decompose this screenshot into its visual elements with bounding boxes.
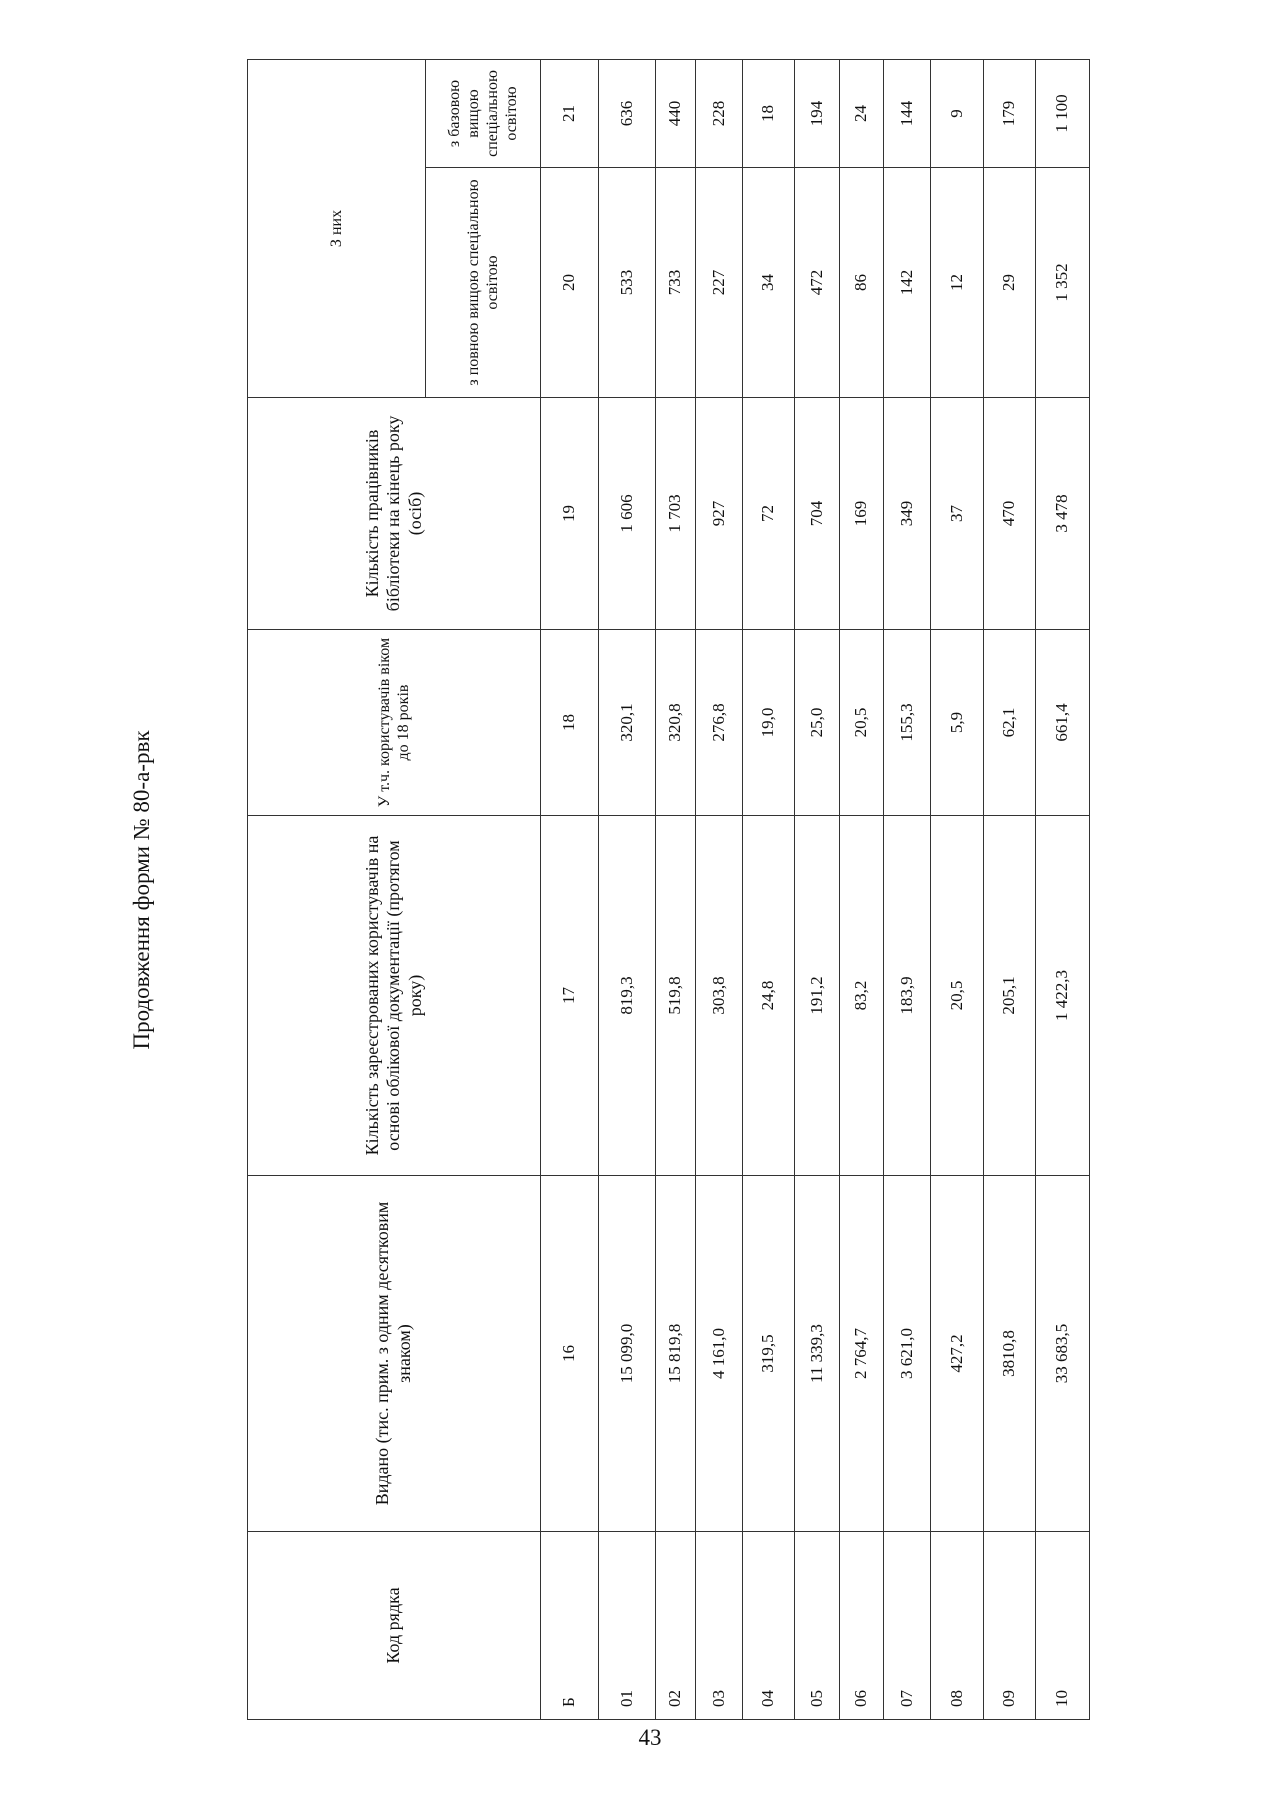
row-code-cell: 08: [931, 1532, 984, 1720]
issued-cell: 33 683,5: [1036, 1176, 1090, 1532]
under18-cell: 25,0: [795, 630, 840, 816]
full-higher-cell: 12: [931, 168, 984, 398]
column-number-cell: Б: [541, 1532, 599, 1720]
column-number-cell: 18: [541, 630, 599, 816]
users-cell: 20,5: [931, 816, 984, 1176]
full-higher-cell: 29: [984, 168, 1036, 398]
header-staff: Кількість працівників бібліотеки на кінець року (осіб): [248, 398, 541, 630]
staff-cell: 349: [884, 398, 931, 630]
row-code-cell: 01: [599, 1532, 656, 1720]
users-cell: 24,8: [743, 816, 795, 1176]
issued-cell: 2 764,7: [840, 1176, 884, 1532]
issued-cell: 4 161,0: [696, 1176, 743, 1532]
statistics-table: [247, 59, 1090, 1720]
basic-higher-cell: 194: [795, 59, 840, 167]
column-number-cell: 20: [541, 168, 599, 398]
issued-cell: 3810,8: [984, 1176, 1036, 1532]
row-code-cell: 03: [696, 1532, 743, 1720]
header-users-under18: У т.ч. користувачів віком до 18 років: [248, 630, 541, 816]
basic-higher-cell: 179: [984, 59, 1036, 167]
issued-cell: 15 099,0: [599, 1176, 656, 1532]
header-code: Код рядка: [248, 1532, 541, 1720]
users-cell: 205,1: [984, 816, 1036, 1176]
staff-cell: 37: [931, 398, 984, 630]
under18-cell: 5,9: [931, 630, 984, 816]
users-cell: 519,8: [656, 816, 696, 1176]
table-row: [743, 59, 795, 1719]
staff-cell: 3 478: [1036, 398, 1090, 630]
table-row: [696, 59, 743, 1719]
under18-cell: 320,8: [656, 630, 696, 816]
table-row: [599, 59, 656, 1719]
header-row: [248, 59, 426, 1719]
basic-higher-cell: 636: [599, 59, 656, 167]
page-title: Продовження форми № 80-а-рвк: [129, 730, 154, 1050]
under18-cell: 62,1: [984, 630, 1036, 816]
basic-higher-cell: 440: [656, 59, 696, 167]
staff-cell: 1 606: [599, 398, 656, 630]
full-higher-cell: 733: [656, 168, 696, 398]
under18-cell: 155,3: [884, 630, 931, 816]
column-number-cell: 16: [541, 1176, 599, 1532]
table-row: [840, 59, 884, 1719]
under18-cell: 20,5: [840, 630, 884, 816]
users-cell: 83,2: [840, 816, 884, 1176]
row-code-cell: 10: [1036, 1532, 1090, 1720]
row-code-cell: 05: [795, 1532, 840, 1720]
staff-cell: 927: [696, 398, 743, 630]
basic-higher-cell: 144: [884, 59, 931, 167]
issued-cell: 319,5: [743, 1176, 795, 1532]
row-code-cell: 04: [743, 1532, 795, 1720]
column-number-cell: 21: [541, 59, 599, 167]
staff-cell: 169: [840, 398, 884, 630]
row-code-cell: 07: [884, 1532, 931, 1720]
row-code-cell: 06: [840, 1532, 884, 1720]
staff-cell: 470: [984, 398, 1036, 630]
full-higher-cell: 86: [840, 168, 884, 398]
header-full-higher: з повною вищою спеціальною освітою: [426, 168, 541, 398]
table-row: [884, 59, 931, 1719]
users-cell: 1 422,3: [1036, 816, 1090, 1176]
staff-cell: 1 703: [656, 398, 696, 630]
users-cell: 303,8: [696, 816, 743, 1176]
staff-cell: 704: [795, 398, 840, 630]
column-number-cell: 17: [541, 816, 599, 1176]
rotated-page-content: [129, 60, 1072, 1720]
table-row: [1036, 59, 1090, 1719]
table-row: [656, 59, 696, 1719]
under18-cell: 320,1: [599, 630, 656, 816]
full-higher-cell: 34: [743, 168, 795, 398]
users-cell: 183,9: [884, 816, 931, 1176]
full-higher-cell: 472: [795, 168, 840, 398]
basic-higher-cell: 9: [931, 59, 984, 167]
row-code-cell: 02: [656, 1532, 696, 1720]
table-row: [984, 59, 1036, 1719]
table-row: [795, 59, 840, 1719]
under18-cell: 661,4: [1036, 630, 1090, 816]
basic-higher-cell: 228: [696, 59, 743, 167]
row-code-cell: 09: [984, 1532, 1036, 1720]
table-row: [931, 59, 984, 1719]
page-number: 43: [638, 1725, 662, 1750]
basic-higher-cell: 24: [840, 59, 884, 167]
issued-cell: 11 339,3: [795, 1176, 840, 1532]
users-cell: 191,2: [795, 816, 840, 1176]
under18-cell: 276,8: [696, 630, 743, 816]
column-number-row: [541, 59, 599, 1719]
staff-cell: 72: [743, 398, 795, 630]
issued-cell: 3 621,0: [884, 1176, 931, 1532]
basic-higher-cell: 18: [743, 59, 795, 167]
full-higher-cell: 142: [884, 168, 931, 398]
header-users: Кількість зареєстрованих користувачів на основі облікової документації (протягом року): [248, 816, 541, 1176]
header-basic-higher: з базовою вищою спеціальною освітою: [426, 59, 541, 167]
full-higher-cell: 1 352: [1036, 168, 1090, 398]
under18-cell: 19,0: [743, 630, 795, 816]
full-higher-cell: 227: [696, 168, 743, 398]
full-higher-cell: 533: [599, 168, 656, 398]
header-issued: Видано (тис. прим. з одним десятковим знаком): [248, 1176, 541, 1532]
users-cell: 819,3: [599, 816, 656, 1176]
header-of-them: З них: [248, 59, 426, 397]
issued-cell: 15 819,8: [656, 1176, 696, 1532]
basic-higher-cell: 1 100: [1036, 59, 1090, 167]
column-number-cell: 19: [541, 398, 599, 630]
issued-cell: 427,2: [931, 1176, 984, 1532]
